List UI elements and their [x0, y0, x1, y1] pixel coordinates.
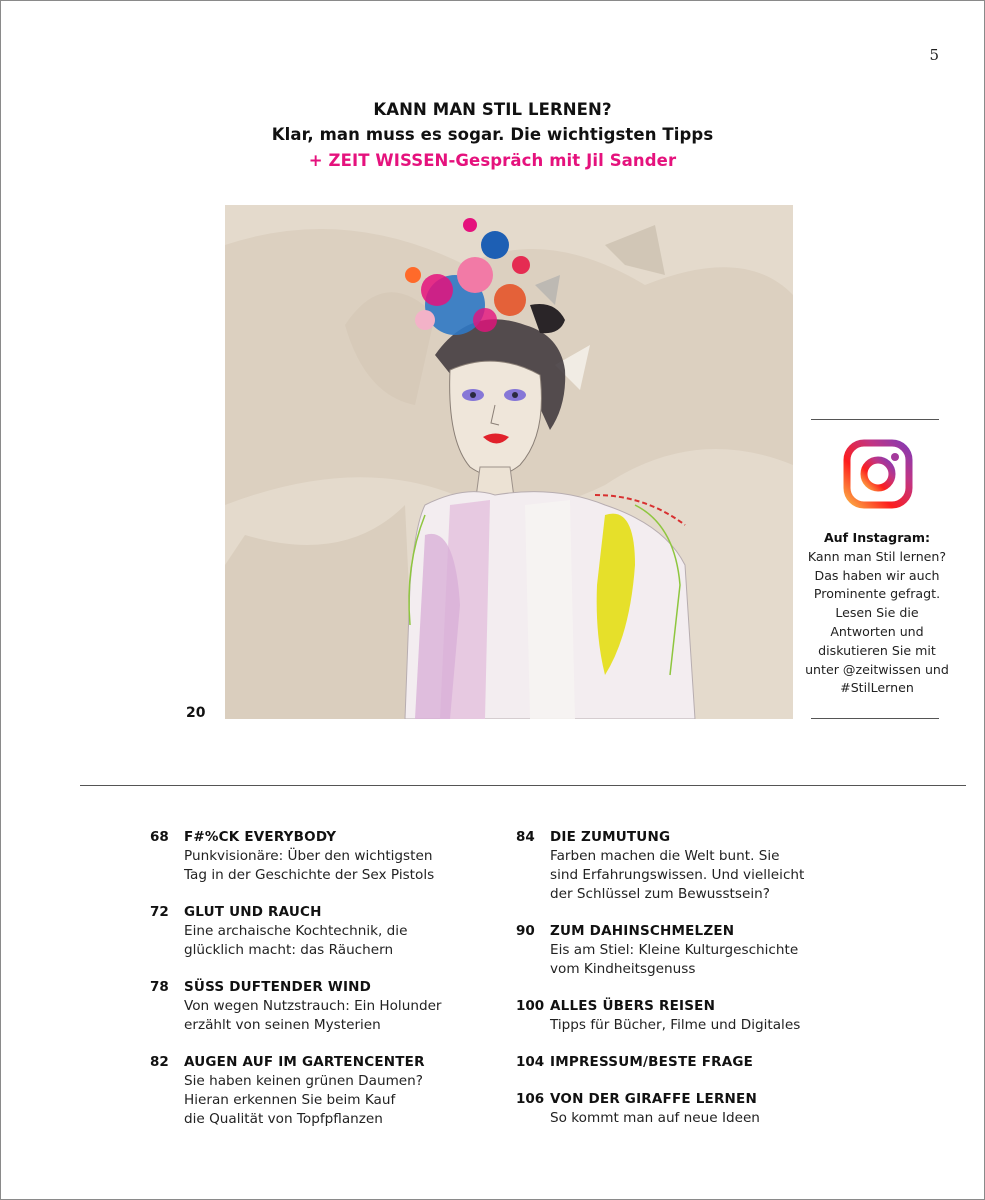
sidebar-bottom-rule	[811, 718, 939, 719]
toc-description: sind Erfahrungswissen. Und vielleicht	[550, 867, 805, 883]
toc-entry[interactable]	[150, 978, 442, 1035]
toc-entry[interactable]	[516, 997, 801, 1035]
toc-page-number: 104	[516, 1054, 545, 1070]
headline-interview-teaser: + ZEIT WISSEN-Gespräch mit Jil Sander	[308, 151, 677, 170]
toc-page-number: 78	[150, 979, 169, 995]
toc-page-number: 72	[150, 904, 169, 920]
toc-description: Hieran erkennen Sie beim Kauf	[184, 1092, 396, 1108]
toc-description: Sie haben keinen grünen Daumen?	[184, 1073, 424, 1089]
instagram-line: diskutieren Sie mit	[818, 642, 936, 658]
headline	[0, 97, 985, 173]
page-number: 5	[929, 46, 939, 64]
toc-description: die Qualität von Topfpflanzen	[184, 1111, 383, 1127]
instagram-line: Prominente gefragt.	[813, 586, 941, 602]
toc-entry[interactable]	[516, 1053, 754, 1072]
toc-page-number: 68	[150, 829, 169, 845]
instagram-line: Antworten und	[830, 623, 924, 639]
toc-title: DIE ZUMUTUNG	[550, 829, 671, 845]
toc-title: AUGEN AUF IM GARTENCENTER	[184, 1054, 425, 1070]
sidebar-top-rule	[811, 419, 939, 420]
toc-entry[interactable]	[150, 828, 435, 885]
toc-description: vom Kindheitsgenuss	[550, 961, 696, 977]
toc-description: erzählt von seinen Mysterien	[184, 1017, 381, 1033]
toc-page-number: 106	[516, 1091, 545, 1107]
toc-entry[interactable]	[516, 828, 805, 904]
toc-description: Eine archaische Kochtechnik, die	[184, 923, 408, 939]
toc-page-number: 100	[516, 998, 545, 1014]
toc-entry[interactable]	[150, 903, 408, 960]
feature-page-number: 20	[186, 705, 206, 721]
section-divider	[80, 785, 966, 786]
toc-title: GLUT UND RAUCH	[184, 904, 322, 920]
toc-entry[interactable]	[516, 1090, 760, 1128]
fashion-illustration-art	[225, 205, 793, 719]
toc-page-number: 90	[516, 923, 535, 939]
toc-page-number: 84	[516, 829, 535, 845]
toc-description: Eis am Stiel: Kleine Kulturgeschichte	[550, 942, 799, 958]
headline-title: KANN MAN STIL LERNEN?	[373, 100, 612, 119]
instagram-line: #StilLernen	[840, 680, 914, 696]
toc-description: glücklich macht: das Räuchern	[184, 942, 394, 958]
toc-title: F#%CK EVERYBODY	[184, 829, 337, 845]
instagram-line: Kann man Stil lernen?	[807, 548, 947, 564]
fashion-illustration	[225, 205, 793, 719]
instagram-callout	[796, 529, 958, 698]
instagram-line: Lesen Sie die	[835, 605, 919, 621]
instagram-line: Das haben wir auch	[814, 567, 940, 583]
headline-subtitle: Klar, man muss es sogar. Die wichtigsten Tipps	[271, 125, 714, 144]
toc-title: IMPRESSUM/BESTE FRAGE	[550, 1054, 754, 1070]
toc-description: Von wegen Nutzstrauch: Ein Holunder	[184, 998, 442, 1014]
instagram-icon	[842, 438, 914, 510]
toc-title: ZUM DAHINSCHMELZEN	[550, 923, 735, 939]
instagram-line: unter @zeitwissen und	[805, 661, 949, 677]
toc-entry[interactable]	[150, 1053, 425, 1129]
toc-title: SÜSS DUFTENDER WIND	[184, 979, 372, 995]
instagram-title: Auf Instagram:	[823, 530, 931, 545]
toc-description: So kommt man auf neue Ideen	[550, 1110, 760, 1126]
toc-title: ALLES ÜBERS REISEN	[550, 998, 716, 1014]
toc-description: Tipps für Bücher, Filme und Digitales	[550, 1017, 801, 1033]
toc-title: VON DER GIRAFFE LERNEN	[550, 1091, 757, 1107]
toc-description: Tag in der Geschichte der Sex Pistols	[184, 867, 435, 883]
toc-description: Punkvisionäre: Über den wichtigsten	[184, 848, 433, 864]
toc-entry[interactable]	[516, 922, 799, 979]
toc-description: der Schlüssel zum Bewusstsein?	[550, 886, 770, 902]
toc-page-number: 82	[150, 1054, 169, 1070]
toc-description: Farben machen die Welt bunt. Sie	[550, 848, 780, 864]
